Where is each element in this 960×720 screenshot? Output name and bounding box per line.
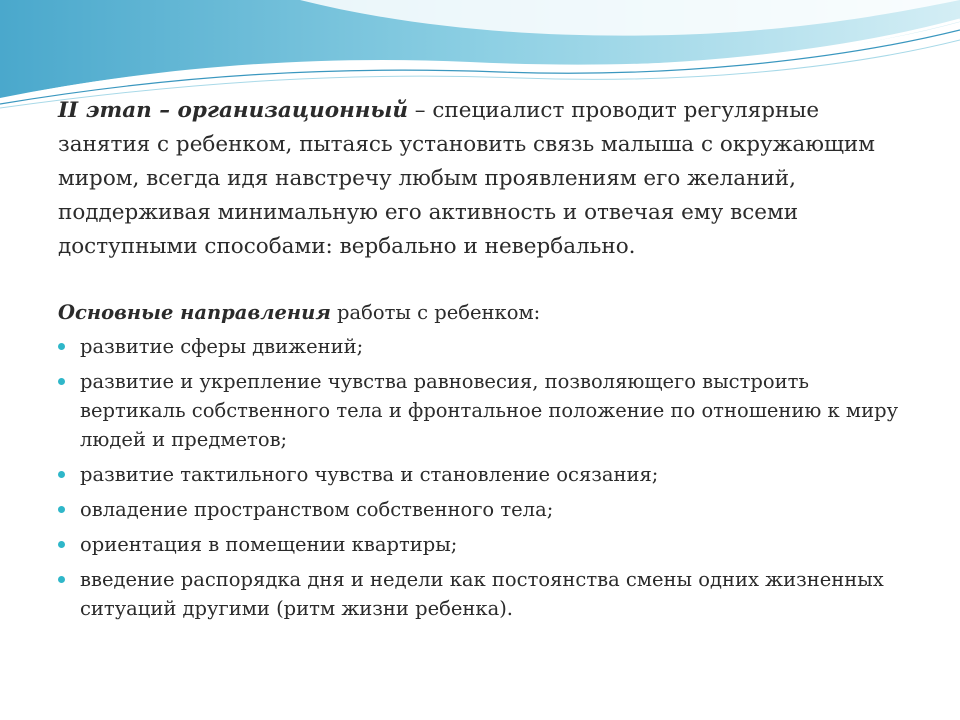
intro-text: – специалист проводит регулярные занятия с ребенком, пытаясь установить связь малыша с окружающим миром, всегда идя навстречу любым проявлениям его желаний, поддерживая минимальную его активность и отвечая ему всеми доступными способами: вербально и невербально. [58,98,875,259]
directions-list [58,332,918,623]
bullet-icon [58,541,65,548]
list-item: ориентация в помещении квартиры; [58,530,918,559]
bullet-icon [58,471,65,478]
directions-heading [58,298,918,328]
bullet-icon [58,343,65,350]
list-item: развитие и укрепление чувства равновесия, позволяющего выстроить вертикаль собственного тела и фронтальное положение по отношению к миру людей и предметов; [58,367,918,454]
bullet-icon [58,576,65,583]
directions-heading-rest: работы с ребенком: [330,301,541,324]
list-item: овладение пространством собственного тела; [58,495,918,524]
bullet-icon [58,506,65,513]
list-item: развитие сферы движений; [58,332,918,361]
directions-heading-strong: Основные направления [58,301,331,324]
stage-title: II этап – организационный [58,98,408,123]
list-item: введение распорядка дня и недели как постоянства смены одних жизненных ситуаций другими (ритм жизни ребенка). [58,565,918,623]
slide-content [58,94,918,629]
list-item: развитие тактильного чувства и становление осязания; [58,460,918,489]
intro-paragraph [58,94,918,264]
bullet-icon [58,378,65,385]
